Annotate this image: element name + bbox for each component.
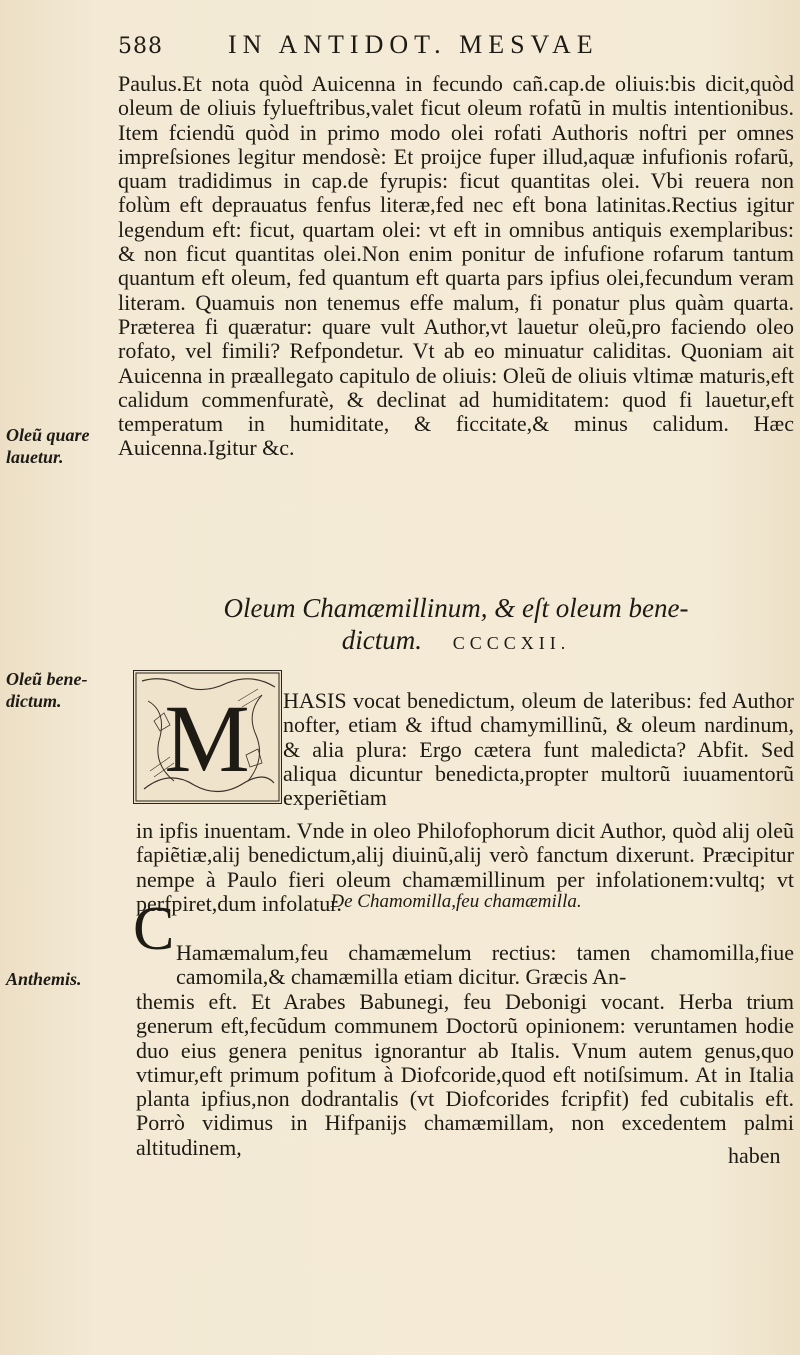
section-heading-line2: dictum. (341, 625, 422, 655)
margin-note-line: Oleũ bene- (6, 669, 88, 689)
subheading-chamomilla: De Chamomilla,feu chamæmilla. (330, 891, 582, 912)
paragraph-text: HASIS vocat benedictum, oleum de lateribus: fed Author nofter, etiam & iftud chamymillinũ, & oleum nardinum, & alia plura: Ergo cætera funt maledicta? Abfit. Sed aliqua dicuntur benedicta,propter multorũ iuuamentorũ experiẽtiam (283, 688, 794, 811)
paragraph-text: themis eft. Et Arabes Babunegi, feu Debonigi vocant. Herba trium generum eft,fecũdum communem Doctorũ opinionem: veruntamen hodie duo eius genera penitus ignorantur ab Italis. Vnum autem genus,quo vtimur,eft primum pofitum à Diofcoride,quod eft notiſsimum. At in Italia planta ipfius,non dodrantalis (vt Diofcorides fcripfit) fed cubitalis eft. Porrò vidimus in Hifpanijs chamæmillam, non excedentem palmi altitudinem, (136, 989, 794, 1160)
page-header (118, 30, 678, 70)
decorated-initial-m (133, 670, 282, 804)
paragraph-olive-oil (118, 72, 794, 461)
running-title: IN ANTIDOT. MESVAE (228, 30, 599, 59)
page-number: 588 (118, 34, 163, 59)
section-heading-line1: Oleum Chamæmillinum, & eſt oleum bene- (223, 593, 689, 623)
margin-note-anthemis: Anthemis. (6, 969, 82, 989)
margin-note-oleum-lauetur (6, 424, 118, 468)
margin-note-oleum-benedictum (6, 668, 118, 712)
decorated-initial-illustration (134, 671, 281, 803)
paragraph-chamomilla-continued (136, 968, 794, 1182)
dropcap-letter: M (164, 685, 250, 792)
section-number: CCCCXII. (452, 633, 571, 653)
margin-note-line: dictum. (6, 691, 62, 711)
paragraph-benedictum-continued (136, 797, 794, 938)
section-heading (118, 592, 794, 659)
paragraph-text: Paulus.Et nota quòd Auicenna in fecundo cañ.cap.de oliuis:bis dicit,quòd oleum de oliuis fylueftribus,valet ficut oleum rofatũ in multis intentionibus. Item fciendũ quòd in primo modo olei rofati Authoris noftri per omnes impreſsiones legitur mendosè: Et proijce fuper illud,aquæ infufionis rofarũ, quam tradidimus in cap.de fyrupis: ficut quantitas olei. Vbi reuera non folùm eft deprauatus fenfus literæ,fed nec eft bona latinitas.Rectius igitur legendum eft: ficut, quartam olei: vt eft in omnibus antiquis exemplaribus: & non ficut quantitas olei.Non enim ponitur de infufione rofarum tantum quantum eft oleum, fed quantum eft quarta pars ipfius olei,fecundum veram literam. Quamuis non tenemus effe malum, fi ponatur plus quàm quarta. Præterea fi quæratur: quare vult Author,vt lauetur oleũ,pro faciendo oleo rofato, vel fimili? Refpondetur. Vt ab eo minuatur caliditas. Quoniam ait Auicenna in præallegato capitulo de oliuis: Oleũ de oliuis vltimæ maturis,eft calidum commenfuratè, & declinat ad humiditatem: quod fi lauetur,eft temperatum in humiditate, & ficcitate,& minus calidum. Hæc Auicenna.Igitur &c. (118, 71, 794, 461)
paragraph-text: Hamæmalum,feu chamæmelum rectius: tamen chamomilla,fiue camomila,& chamæmilla etiam dicitur. Græcis An- (176, 940, 794, 990)
paragraph-text: in ipfis inuentam. Vnde in oleo Philofophorum dicit Author, quòd alij oleũ fapiẽtiæ,alij benedictum,alij diuinũ,alij verò fanctum dixerunt. Præcipitur nempe à Paulo fieri oleum chamæmillinum per infolationem:vultq; vt perfpiret,dum infolatur. (136, 818, 794, 916)
initial-letter-c: C (133, 895, 175, 963)
margin-note-line: lauetur. (6, 447, 64, 467)
margin-note-line: Oleũ quare (6, 425, 90, 445)
catchword: haben (728, 1143, 781, 1168)
